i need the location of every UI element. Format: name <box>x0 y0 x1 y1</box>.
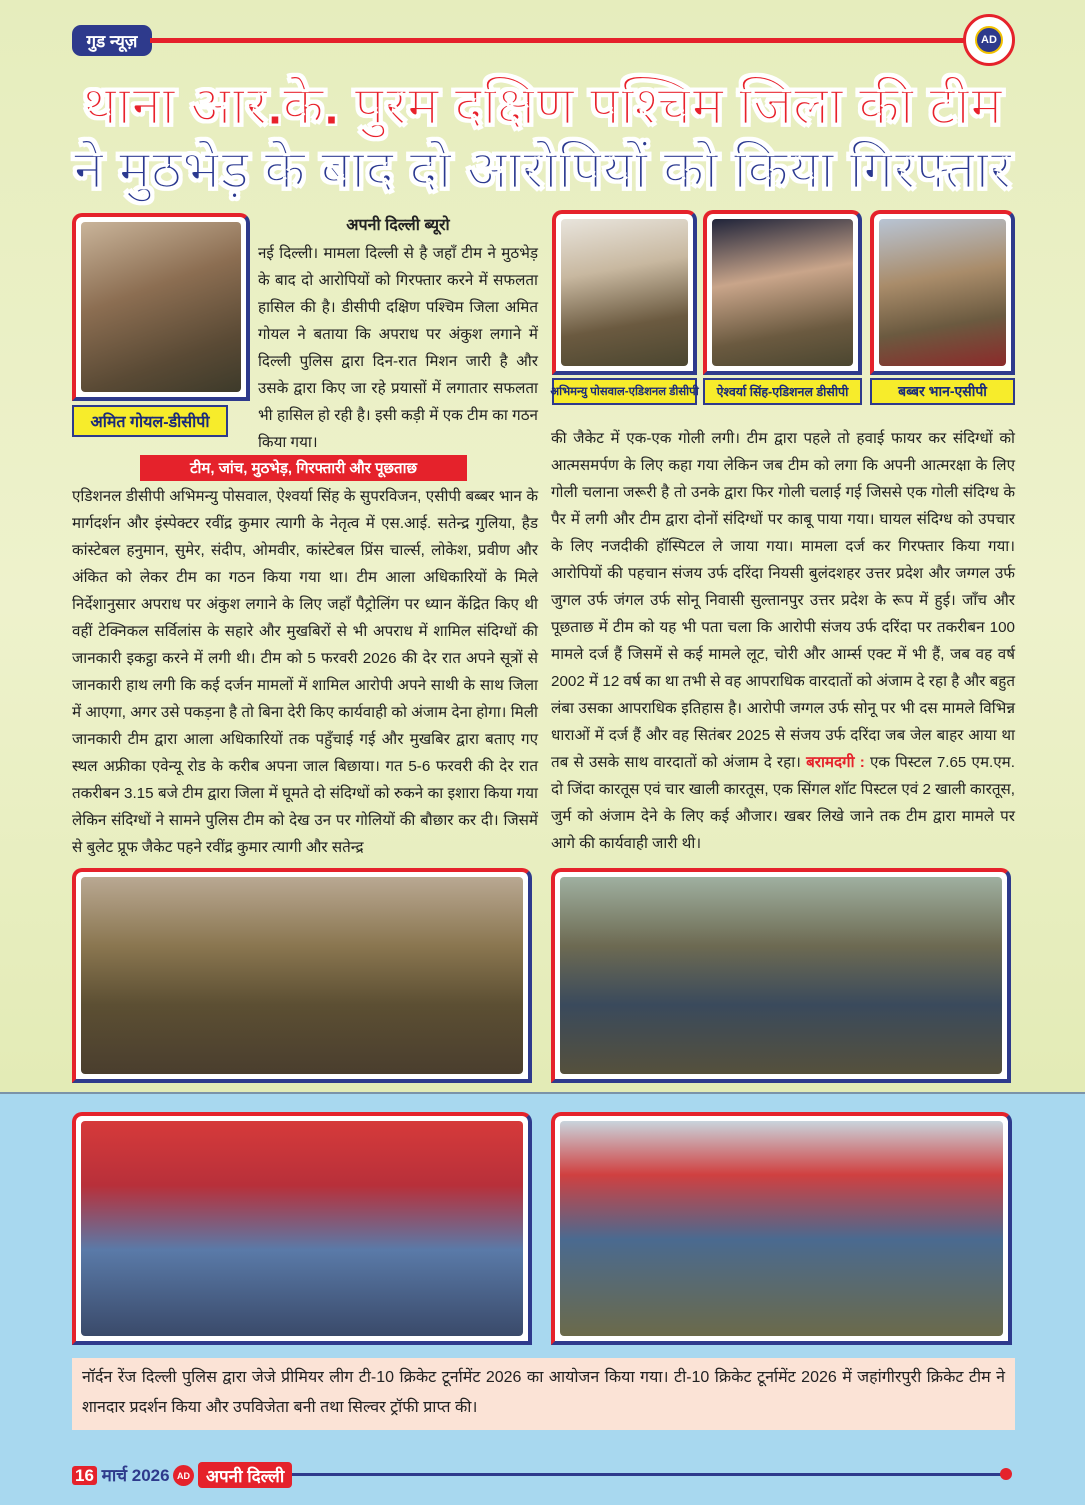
press-conference-photo <box>81 877 523 1074</box>
dcp-caption: अमित गोयल-डीसीपी <box>72 405 228 437</box>
footer-dot <box>1000 1468 1012 1480</box>
logo-mark: AD <box>975 26 1003 54</box>
body-right-text: की जैकेट में एक-एक गोली लगी। टीम द्वारा पहले तो हवाई फायर कर संदिग्धों को आत्मसमर्पण के लिए कहा गया लेकिन जब टीम को लगा कि अपनी आत्मरक्षा के लिए गोली चलाना जरूरी है तो उनके द्वारा फिर गोली चलाई गई जिससे एक गोली संदिग्ध के पैर में लगी और टीम द्वारा दोनों संदिग्धों पर काबू पाया गया। घायल संदिग्ध को उपचार के लिए नजदीकी हॉस्पिटल ले जाया गया। मामला दर्ज कर गिरफ्तार किया गया। आरोपियों की पहचान संजय उर्फ दरिंदा नियसी बुलंदशहर उत्तर प्रदेश और जग्गल उर्फ जुगल उर्फ जंगल उर्फ सोनू निवासी सुल्तानपुर उत्तर प्रदेश के रूप में हुई। जाँच और पूछताछ में टीम को यह भी पता चला कि आरोपी संजय उर्फ दरिंदा पर तकरीबन 100 मामले दर्ज हैं जिसमें से कई मामले लूट, चोरी और आर्म्स एक्ट में भी हैं, जब वह वर्ष 2002 में 12 वर्ष का था तभी से वह आपराधिक वारदातों को अंजाम दे रहा है और बहुत लंबा उसका आपराधिक इतिहास है। आरोपी जग्गल उर्फ सोनू पर भी दस मामले विभिन्न धाराओं में दर्ज हैं और वह सितंबर 2025 से संजय उर्फ दरिंदा जब जेल बाहर आया था तब से उसके साथ वारदातों को अंजाम दे रहा। <box>551 430 1015 771</box>
footer-date <box>72 1463 170 1486</box>
footer-logo-icon: AD <box>173 1465 194 1486</box>
dcp-photo <box>81 222 241 392</box>
body-right-column <box>551 425 1015 857</box>
footer-divider <box>292 1473 1004 1476</box>
cricket-team-photo-1 <box>81 1121 523 1336</box>
acp-photo-frame <box>870 210 1015 375</box>
intro-paragraph: नई दिल्ली। मामला दिल्ली से है जहाँ टीम ने मुठभेड़ के बाद दो आरोपियों को गिरफ्तार करने में सफलता हासिल की है। डीसीपी दक्षिण पश्चिम जिला अमित गोयल ने बताया कि अपराध पर अंकुश लगाने में दिल्ली पुलिस द्वारा दिन-रात मिशन जारी है और उसके द्वारा किए जा रहे प्रयासों में लगातार सफलता भी हासिल हो रही है। इसी कड़ी में एक टीम का गठन किया गया। <box>258 245 538 451</box>
addl-dcp-1-photo-frame <box>552 210 697 375</box>
byline: अपनी दिल्ली ब्यूरो <box>346 217 450 234</box>
publication-name: अपनी दिल्ली <box>198 1462 292 1488</box>
page-number: 16 <box>72 1466 97 1485</box>
header-divider <box>150 38 965 43</box>
cricket-caption: नॉर्दन रेंज दिल्ली पुलिस द्वारा जेजे प्रीमियर लीग टी-10 क्रिकेट टूर्नामेंट 2026 का आयोजन किया गया। टी-10 क्रिकेट टूर्नामेंट 2026 में जहांगीरपुरी क्रिकेट टीम ने शानदार प्रदर्शन किया और उपविजेता बनी तथा सिल्वर ट्रॉफी प्राप्त की। <box>72 1358 1015 1430</box>
addl-dcp-1-caption: अभिमन्यु पोसवाल-एडिशनल डीसीपी <box>552 378 697 405</box>
issue-date: मार्च 2026 <box>101 1466 170 1485</box>
body-left-column: एडिशनल डीसीपी अभिमन्यु पोसवाल, ऐश्वर्या सिंह के सुपरविजन, एसीपी बब्बर भान के मार्गदर्शन और इंस्पेक्टर रवींद्र कुमार त्यागी के नेतृत्व में एस.आई. सतेन्द्र गुलिया, हैड कांस्टेबल हनुमान, सुमेर, संदीप, ओमवीर, कांस्टेबल प्रिंस चार्ल्स, लोकेश, प्रवीण और अंकित को लेकर टीम का गठन किया गया था। टीम आला अधिकारियों के मिले निर्देशानुसार अपराध पर अंकुश लगाने के लिए जहाँ पैट्रोलिंग पर ध्यान केंद्रित किए थी वहीं टेक्निकल सर्विलांस के सहारे और मुखबिरों से भी अपराध में शामिल संदिग्धों की जानकारी इकट्ठा करने में लगी थी। टीम को 5 फरवरी 2026 की देर रात अपने सूत्रों से जानकारी हाथ लगी कि कई दर्जन मामलों में शामिल आरोपी अपने साथी के साथ जिला में आएगा, अगर उसे पकड़ना है तो बिना देरी किए कार्यवाही को अंजाम देना होगा। मिली जानकारी टीम द्वारा आला अधिकारियों तक पहुँचाई गई और मुखबिर द्वारा बताए गए स्थल अफ्रीका एवेन्यू रोड के करीब अपना जाल बिछाया। गत 5-6 फरवरी की देर रात तकरीबन 3.15 बजे टीम द्वारा जिला में घूमते दो संदिग्धों को रुकने का इशारा किया गया लेकिन संदिग्धों ने सामने पुलिस टीम को देख उन पर गोलियों की बौछार कर दी। जिसमें से बुलेट प्रूफ जैकेट पहने रवींद्र कुमार त्यागी और सतेन्द्र <box>72 488 538 856</box>
headline-line-1: थाना आर.के. पुरम दक्षिण पश्चिम जिला की टीम <box>82 76 1003 136</box>
acp-caption: बब्बर भान-एसीपी <box>870 378 1015 405</box>
addl-dcp-2-caption: ऐश्वर्या सिंह-एडिशनल डीसीपी <box>703 378 862 405</box>
acp-photo <box>879 219 1006 366</box>
arrest-team-photo-frame <box>551 868 1011 1083</box>
addl-dcp-2-photo <box>712 219 853 366</box>
police-logo-icon <box>963 14 1015 66</box>
cricket-team-photo-1-frame <box>72 1112 532 1345</box>
cricket-team-photo-2 <box>560 1121 1003 1336</box>
headline-line-2: ने मुठभेड़ के बाद दो आरोपियों को किया गिरफ्तार <box>73 140 1012 200</box>
addl-dcp-2-photo-frame <box>703 210 862 375</box>
recovery-text: एक पिस्टल 7.65 एम.एम. दो जिंदा कारतूस एवं चार खाली कारतूस, एक सिंगल शॉट पिस्टल एवं 2 खाली कारतूस, जुर्म को अंजाम देने के लिए कई औजार। खबर लिखे जाने तक टीम द्वारा मामले पर आगे की कार्यवाही जारी थी। <box>551 754 1015 852</box>
addl-dcp-1-photo <box>561 219 688 366</box>
dcp-photo-frame <box>72 213 250 401</box>
arrest-team-photo <box>560 877 1002 1074</box>
recovery-label: बरामदगी : <box>806 754 865 771</box>
section-badge: गुड न्यूज़ <box>72 25 152 56</box>
subheading: टीम, जांच, मुठभेड़, गिरफ्तारी और पूछताछ <box>140 455 467 481</box>
cricket-team-photo-2-frame <box>551 1112 1012 1345</box>
press-conference-photo-frame <box>72 868 532 1083</box>
